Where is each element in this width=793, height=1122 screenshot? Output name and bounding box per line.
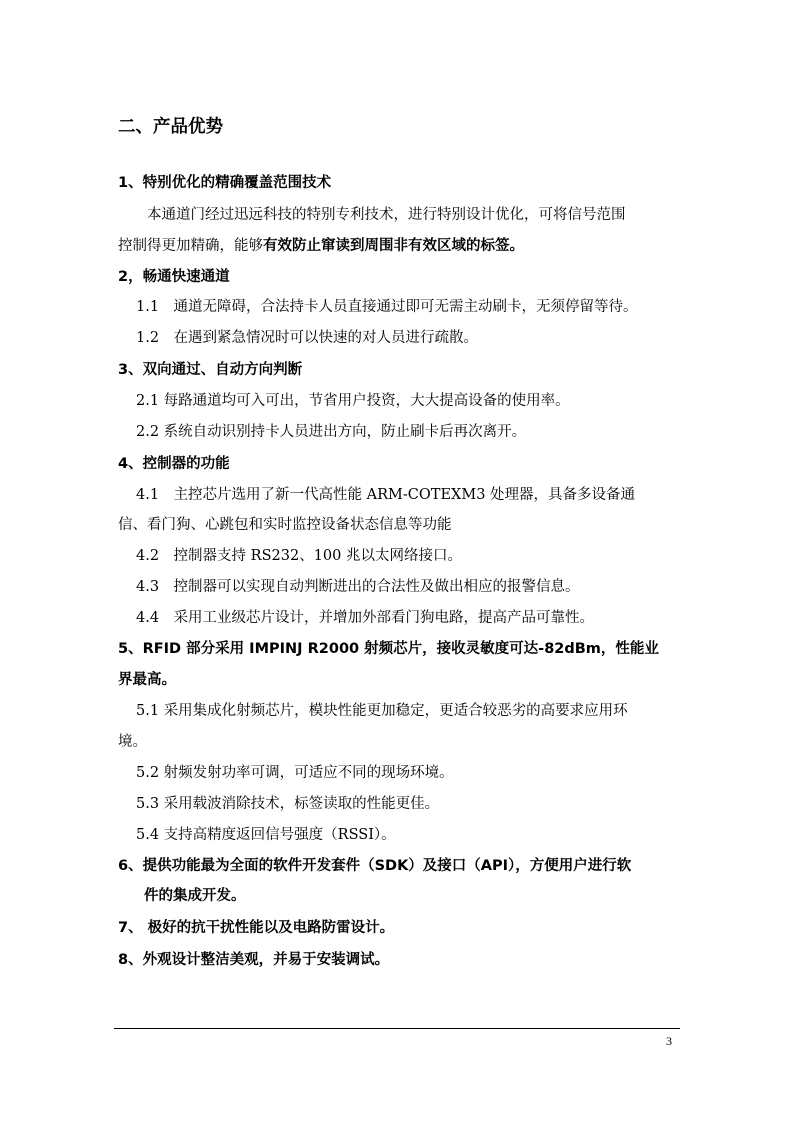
heading-4: 4、控制器的功能 — [118, 456, 230, 472]
item-4-4: 4.4 采用工业级芯片设计，并增加外部看门狗电路，提高产品可靠性。 — [136, 610, 595, 626]
item-5-1-line-2: 境。 — [118, 734, 147, 750]
section-title: 二、产品优势 — [118, 117, 223, 137]
item-4-1-line-2: 信、看门狗、心跳包和实时监控设备状态信息等功能 — [118, 517, 452, 533]
heading-7: 7、 极好的抗干扰性能以及电路防雷设计。 — [118, 920, 395, 936]
item-4-3: 4.3 控制器可以实现自动判断进出的合法性及做出相应的报警信息。 — [136, 579, 580, 595]
heading-8: 8、外观设计整洁美观，并易于安装调试。 — [118, 952, 390, 968]
item-2-1: 2.1 每路通道均可入可出，节省用户投资，大大提高设备的使用率。 — [136, 393, 570, 409]
item-5-3: 5.3 采用载波消除技术，标签读取的性能更佳。 — [136, 796, 440, 812]
item-4-1-line-1: 4.1 主控芯片选用了新一代高性能 ARM-COTEXM3 处理器，具备多设备通 — [136, 487, 636, 503]
paragraph-1-line-1: 本通道门经过迅远科技的特别专利技术，进行特别设计优化，可将信号范围 — [147, 207, 626, 223]
heading-2: 2，畅通快速通道 — [118, 269, 230, 285]
heading-5-line-1: 5、RFID 部分采用 IMPINJ R2000 射频芯片，接收灵敏度可达-82dBm，性能业 — [118, 641, 659, 657]
paragraph-1-bold-text: 有效防止窜读到周围非有效区域的标签。 — [263, 238, 524, 254]
heading-1: 1、特别优化的精确覆盖范围技术 — [118, 175, 332, 191]
heading-3: 3、双向通过、自动方向判断 — [118, 362, 303, 378]
paragraph-1-normal-text: 控制得更加精确，能够 — [118, 238, 263, 254]
item-5-4: 5.4 支持高精度返回信号强度（RSSI）。 — [136, 827, 396, 843]
footer-rule — [114, 1028, 680, 1029]
item-2-2: 2.2 系统自动识别持卡人员进出方向，防止刷卡后再次离开。 — [136, 424, 527, 440]
item-5-2: 5.2 射频发射功率可调，可适应不同的现场环境。 — [136, 765, 454, 781]
item-1-1: 1.1 通道无障碍，合法持卡人员直接通过即可无需主动刷卡，无须停留等待。 — [136, 299, 638, 315]
heading-6-line-2: 件的集成开发。 — [144, 888, 246, 904]
item-5-1-line-1: 5.1 采用集成化射频芯片，模块性能更加稳定，更适合较恶劣的高要求应用环 — [136, 703, 628, 719]
item-4-2: 4.2 控制器支持 RS232、100 兆以太网络接口。 — [136, 548, 462, 564]
heading-6-line-1: 6、提供功能最为全面的软件开发套件（SDK）及接口（API），方便用户进行软 — [118, 858, 632, 874]
item-1-2: 1.2 在遇到紧急情况时可以快速的对人员进行疏散。 — [136, 330, 479, 346]
paragraph-1-line-2 — [118, 236, 524, 256]
page-number: 3 — [666, 1034, 672, 1048]
heading-5-line-2: 界最高。 — [118, 672, 176, 688]
